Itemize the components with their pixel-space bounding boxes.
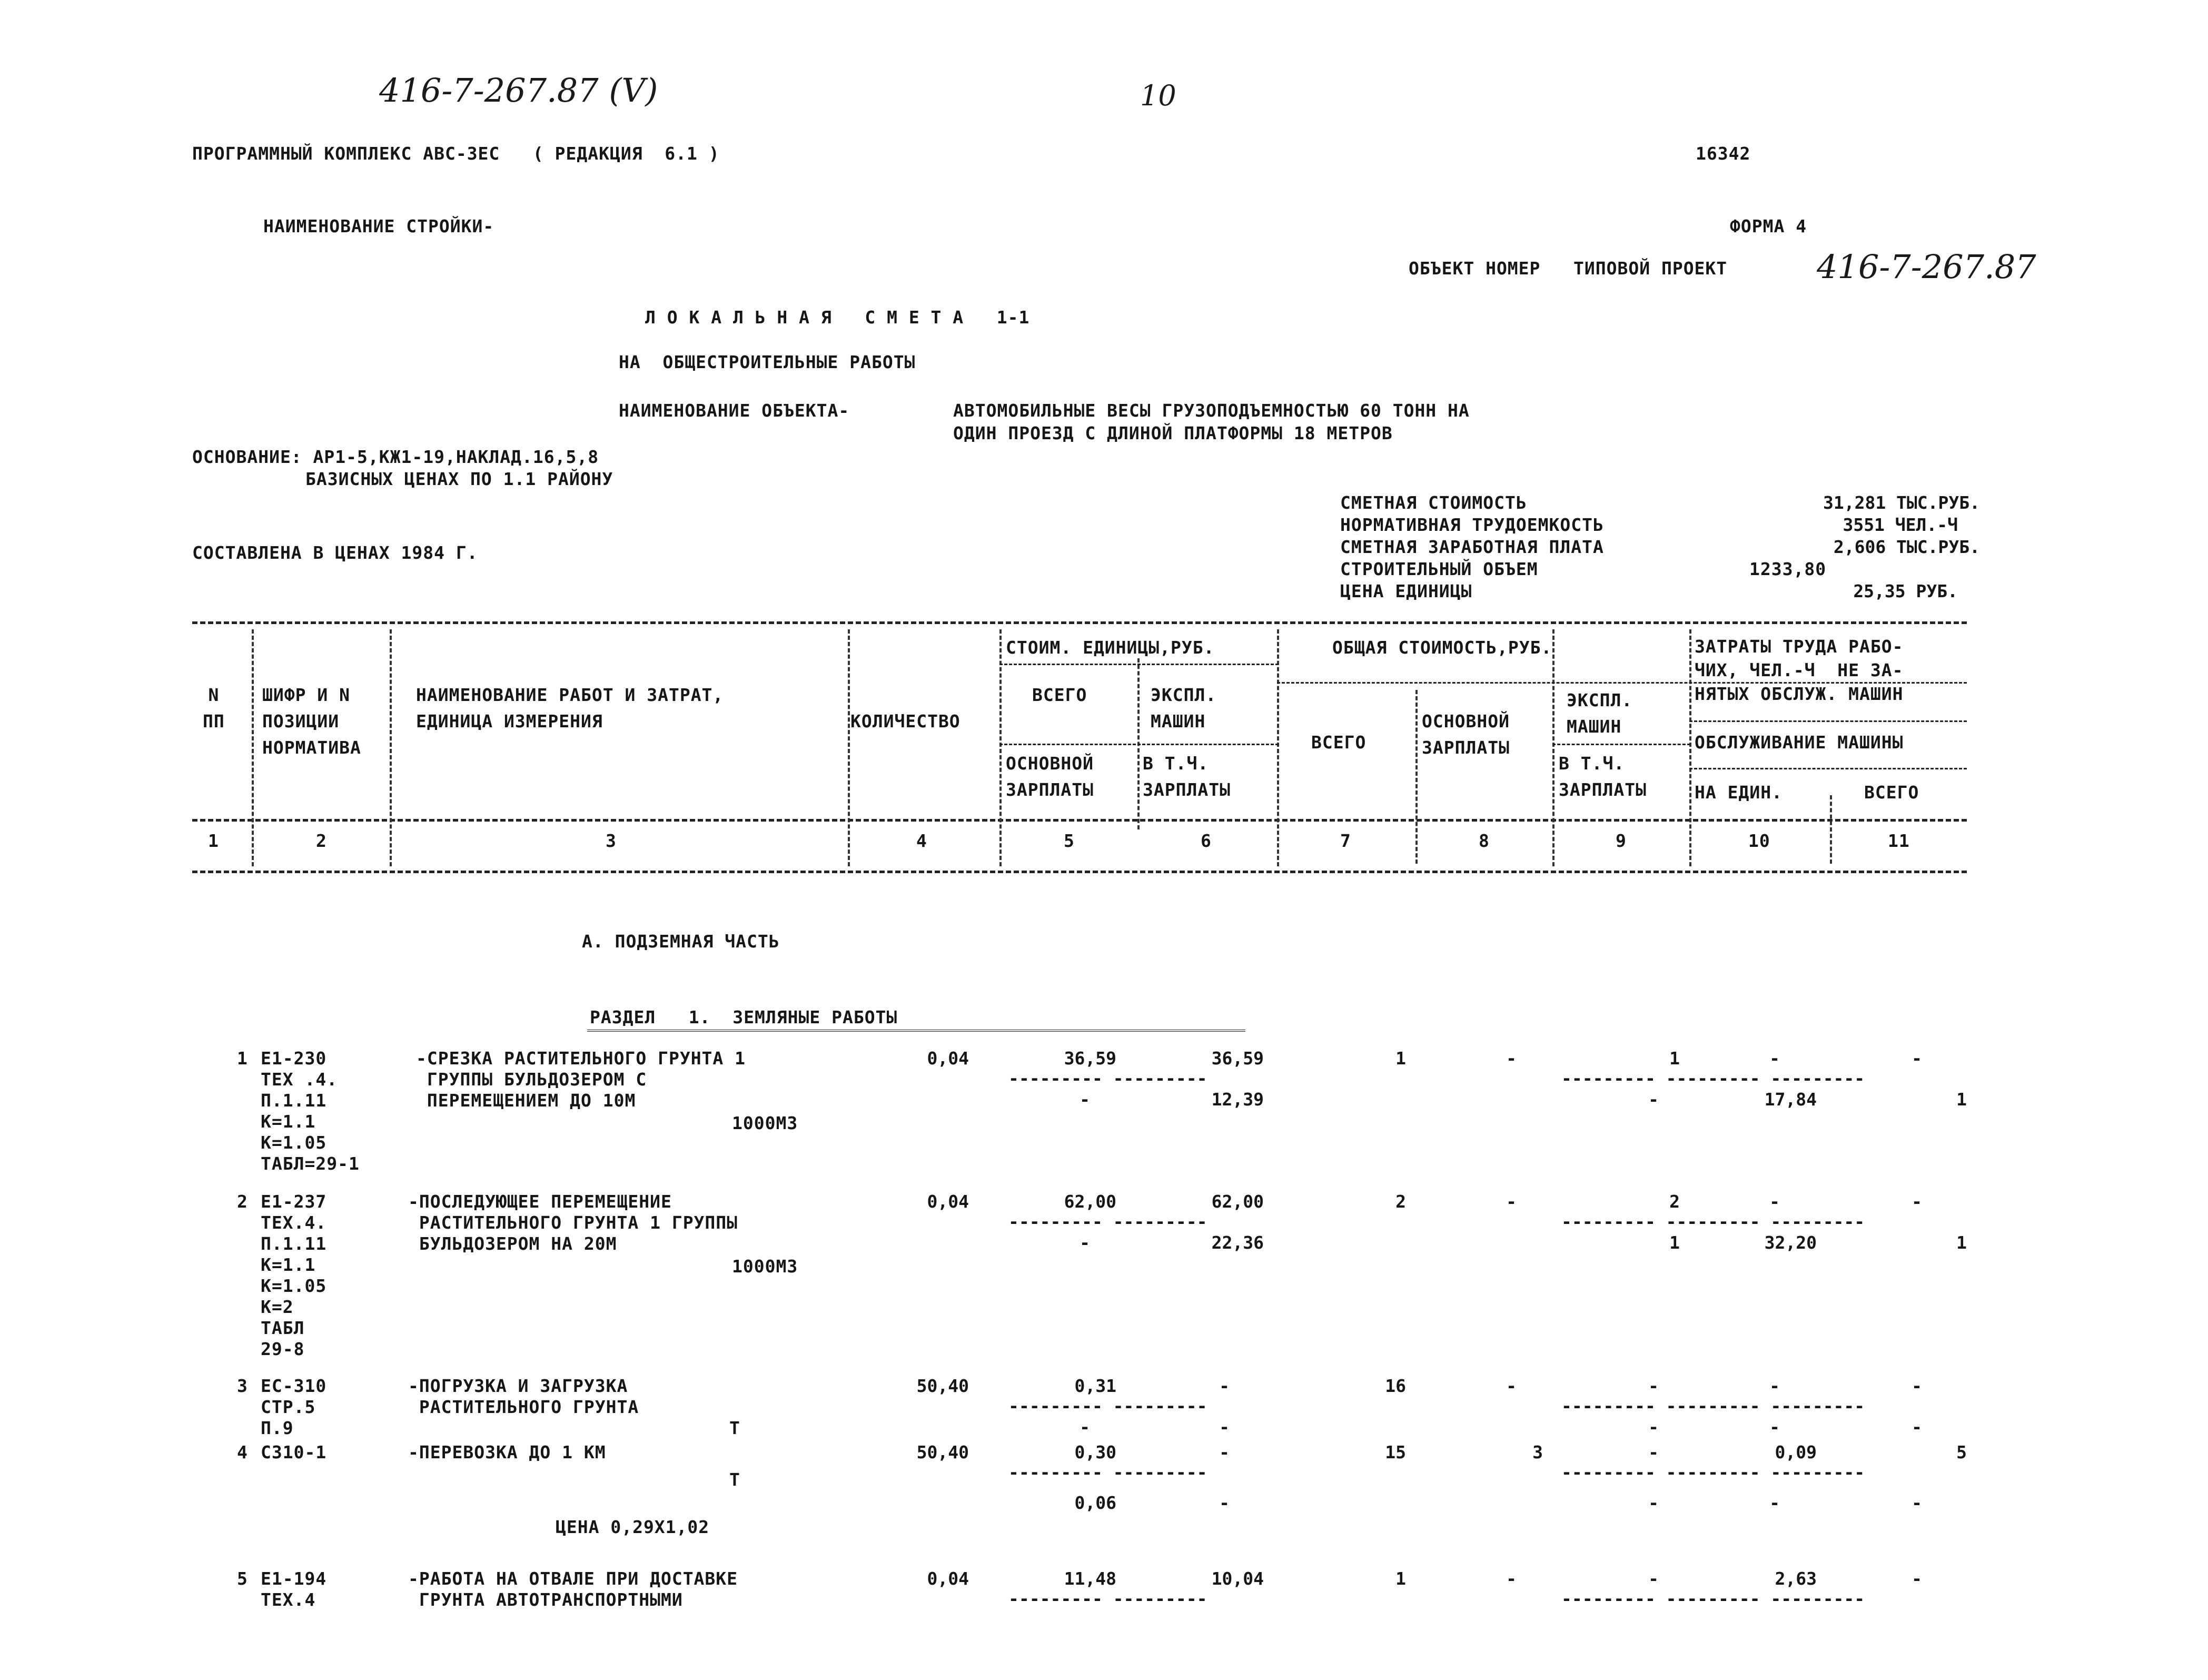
col-number-1: 1 [208,831,219,851]
header-unit-incl: В Т.Ч. ЗАРПЛАТЫ [1143,753,1231,800]
row-unit-wage: - [1080,1417,1090,1437]
summary-label-1: СМЕТНАЯ СТОИМОСТЬ [1340,492,1527,513]
row-qty: 50,40 [916,1442,969,1462]
row-unit-total: 62,00 [1064,1191,1116,1212]
unit-mid-rule [999,744,1279,745]
row-total: 16 [1385,1376,1406,1396]
row-labor-unit: - [1769,1048,1780,1069]
estimate-subtitle: НА ОБЩЕСТРОИТЕЛЬНЫЕ РАБОТЫ [619,352,916,372]
row-unit-total: 11,48 [1064,1568,1116,1589]
table-header-bottom-rule [192,819,1967,822]
unit-group-rule [999,664,1279,665]
row-unit-total: 36,59 [1064,1048,1116,1069]
header-unit-mach: ЭКСПЛ. МАШИН [1151,685,1217,732]
row-unit-mach: 36,59 [1211,1048,1264,1069]
summary-label-4: СТРОИТЕЛЬНЫЙ ОБЪЕМ [1340,559,1538,579]
col-number-7: 7 [1340,831,1351,851]
row-total-mach-wage: - [1648,1493,1659,1513]
row-unit-wage: - [1080,1089,1090,1110]
row-unit-mach: 10,04 [1211,1568,1264,1589]
row-unit-sep: --------- --------- [1008,1588,1207,1609]
row-name: -ПОСЛЕДУЮЩЕЕ ПЕРЕМЕЩЕНИЕ РАСТИТЕЛЬНОГО ГРУНТА 1 ГРУППЫ БУЛЬДОЗЕРОМ НА 20М [408,1191,738,1254]
row-total-mach: - [1648,1376,1659,1396]
header-total-incl: В Т.Ч. ЗАРПЛАТЫ [1559,753,1647,800]
col-number-6: 6 [1201,831,1212,851]
row-labor-total: - [1912,1048,1922,1069]
summary-value-5: 25,35 РУБ. [1853,581,1958,601]
row-labor-unit: - [1769,1376,1780,1396]
row-total-mach: - [1648,1442,1659,1462]
row-total: 1 [1395,1048,1406,1069]
row-total-wage: 3 [1532,1442,1543,1462]
row-unit-mach-wage: 22,36 [1211,1232,1264,1253]
row-total-mach-wage: 1 [1669,1232,1680,1253]
row-unit: 1000М3 [732,1256,798,1277]
construction-name-label: НАИМЕНОВАНИЕ СТРОЙКИ- [263,216,494,236]
basis-line2: БАЗИСНЫХ ЦЕНАХ ПО 1.1 РАЙОНУ [305,469,613,489]
row-labor-total: - [1912,1568,1922,1589]
row-number: 2 [237,1191,248,1212]
summary-value-4: 1233,80 [1749,559,1827,579]
row-unit-sep: --------- --------- [1008,1396,1207,1416]
compiled-prices: СОСТАВЛЕНА В ЦЕНАХ 1984 Г. [192,542,478,563]
row-number: 5 [237,1568,248,1589]
row-labor-mach-unit: - [1769,1417,1780,1437]
row-labor-mach-total: - [1912,1493,1922,1513]
handwritten-project-code: 416-7-267.87 [1817,248,2036,286]
col-divider [848,629,850,866]
row-total-mach: - [1648,1568,1659,1589]
row-labor-mach-total: 1 [1956,1232,1967,1253]
row-unit-total: 0,30 [1074,1442,1116,1462]
col-number-4: 4 [916,831,927,851]
row-number: 4 [237,1442,248,1462]
summary-value-2: 3551 ЧЕЛ.-Ч [1843,515,1958,535]
row-total-mach: 2 [1669,1191,1680,1212]
row-name: -РАБОТА НА ОТВАЛЕ ПРИ ДОСТАВКЕ ГРУНТА АВТОТРАНСПОРТНЫМИ [408,1568,738,1610]
row-total-mach-wage: - [1648,1089,1659,1110]
header-unit-wage: ОСНОВНОЙ ЗАРПЛАТЫ [1006,753,1094,800]
handwritten-doc-code: 416-7-267.87 (V) [379,71,658,110]
part-title: А. ПОДЗЕМНАЯ ЧАСТЬ [582,931,780,952]
header-qty: КОЛИЧЕСТВО [850,711,961,732]
object-name-line2: ОДИН ПРОЕЗД С ДЛИНОЙ ПЛАТФОРМЫ 18 МЕТРОВ [953,423,1393,443]
labor-rule-1 [1689,720,1967,722]
row-labor-mach-total: - [1912,1417,1922,1437]
row-code: С310-1 [261,1442,327,1462]
header-total-group: ОБЩАЯ СТОИМОСТЬ,РУБ. [1332,637,1552,658]
row-code: Е1-194 ТЕХ.4 [261,1568,327,1610]
row-total-wage: - [1506,1568,1517,1589]
row-labor-mach-total: 1 [1956,1089,1967,1110]
row-qty: 0,04 [927,1568,969,1589]
row-code: Е1-230 ТЕХ .4. П.1.11 К=1.1 К=1.05 ТАБЛ=29-1 [261,1048,360,1174]
summary-value-3: 2,606 ТЫС.РУБ. [1833,537,1980,557]
header-total-wage: ОСНОВНОЙ ЗАРПЛАТЫ [1422,711,1510,758]
header-labor-per-unit: НА ЕДИН. [1695,782,1783,803]
summary-label-5: ЦЕНА ЕДИНИЦЫ [1340,581,1472,601]
row-qty: 0,04 [927,1191,969,1212]
col-divider [1415,690,1418,864]
col-divider [1689,629,1691,866]
row-total-sep: --------- --------- --------- [1561,1068,1865,1089]
row-number: 1 [237,1048,248,1069]
row-unit-mach-wage: - [1219,1493,1230,1513]
col-number-3: 3 [606,831,617,851]
price-note: ЦЕНА 0,29Х1,02 [556,1517,710,1537]
row-unit-mach: - [1219,1442,1230,1462]
row-code: Е1-237 ТЕХ.4. П.1.11 К=1.1 К=1.05 К=2 ТАБЛ 29-8 [261,1191,327,1359]
row-total-sep: --------- --------- --------- [1561,1462,1865,1483]
row-unit-sep: --------- --------- [1008,1462,1207,1483]
row-unit-wage: 0,06 [1074,1493,1116,1513]
row-labor-total: - [1912,1191,1922,1212]
row-total-sep: --------- --------- --------- [1561,1396,1865,1416]
row-name: -СРЕЗКА РАСТИТЕЛЬНОГО ГРУНТА 1 ГРУППЫ БУЛЬДОЗЕРОМ С ПЕРЕМЕЩЕНИЕМ ДО 10М [416,1048,746,1111]
row-labor-mach-unit: - [1769,1493,1780,1513]
header-labor-group: ЗАТРАТЫ ТРУДА РАБО- ЧИХ, ЧЕЛ.-Ч НЕ ЗА- НЯТЫХ ОБСЛУЖ. МАШИН [1695,636,1904,704]
col-divider [1830,795,1832,864]
col-divider [390,629,392,866]
section-title: РАЗДЕЛ 1. ЗЕМЛЯНЫЕ РАБОТЫ [590,1007,898,1027]
row-labor-mach-unit: 32,20 [1764,1232,1817,1253]
col-number-8: 8 [1479,831,1490,851]
row-total: 2 [1395,1191,1406,1212]
software-line: ПРОГРАММНЫЙ КОМПЛЕКС АВС-3ЕС ( РЕДАКЦИЯ 6.1 ) [192,143,720,164]
row-unit: Т [729,1469,740,1490]
row-labor-total: - [1912,1376,1922,1396]
row-unit-sep: --------- --------- [1008,1211,1207,1232]
header-labor-sub: ОБСЛУЖИВАНИЕ МАШИНЫ [1695,732,1904,753]
object-label: НАИМЕНОВАНИЕ ОБЪЕКТА- [619,400,850,421]
row-unit-sep: --------- --------- [1008,1068,1207,1089]
row-unit-wage: - [1080,1232,1090,1253]
row-number: 3 [237,1376,248,1396]
header-unit-total: ВСЕГО [1032,685,1087,705]
section-underline [587,1030,1245,1032]
summary-label-3: СМЕТНАЯ ЗАРАБОТНАЯ ПЛАТА [1340,537,1604,557]
header-code: ШИФР И N ПОЗИЦИИ НОРМАТИВА [262,685,361,758]
col-number-11: 11 [1888,831,1910,851]
row-code: ЕС-310 СТР.5 П.9 [261,1376,327,1438]
header-total: ВСЕГО [1311,732,1367,753]
labor-rule-2 [1689,768,1967,769]
summary-value-1: 31,281 ТЫС.РУБ. [1823,492,1980,513]
row-labor-total: 5 [1956,1442,1967,1462]
row-unit: Т [729,1418,740,1438]
col-number-9: 9 [1616,831,1627,851]
row-labor-mach-unit: 17,84 [1764,1089,1817,1110]
row-total-wage: - [1506,1191,1517,1212]
total-mid-rule [1552,744,1690,745]
col-number-10: 10 [1748,831,1770,851]
header-labor-total: ВСЕГО [1864,782,1919,803]
row-unit: 1000М3 [732,1113,798,1133]
basis-line1: ОСНОВАНИЕ: АР1-5,КЖ1-19,НАКЛАД.16,5,8 [192,447,599,467]
row-unit-mach: 62,00 [1211,1191,1264,1212]
handwritten-page-number: 10 [1140,79,1176,112]
estimate-title: Л О К А Л Ь Н А Я С М Е Т А 1-1 [645,307,1030,328]
row-name: -ПОГРУЗКА И ЗАГРУЗКА РАСТИТЕЛЬНОГО ГРУНТА [408,1376,639,1417]
row-total-sep: --------- --------- --------- [1561,1588,1865,1609]
document-number: 16342 [1696,143,1751,164]
row-total: 1 [1395,1568,1406,1589]
row-unit-mach-wage: - [1219,1417,1230,1437]
row-name: -ПЕРЕВОЗКА ДО 1 КМ [408,1442,606,1462]
col-number-2: 2 [316,831,327,851]
header-unit-group: СТОИМ. ЕДИНИЦЫ,РУБ. [1006,637,1215,658]
row-unit-mach: - [1219,1376,1230,1396]
object-number-label: ОБЪЕКТ НОМЕР ТИПОВОЙ ПРОЕКТ [1409,258,1728,279]
col-divider [1552,629,1554,866]
row-labor-unit: - [1769,1191,1780,1212]
col-divider [252,629,254,866]
row-labor-unit: 0,09 [1775,1442,1817,1462]
header-n: N ПП [203,685,225,732]
row-total: 15 [1385,1442,1406,1462]
col-number-5: 5 [1064,831,1075,851]
column-numbers-bottom-rule [192,871,1967,873]
header-name: НАИМЕНОВАНИЕ РАБОТ И ЗАТРАТ, ЕДИНИЦА ИЗМЕРЕНИЯ [416,685,724,732]
row-total-mach-wage: - [1648,1417,1659,1437]
row-unit-mach-wage: 12,39 [1211,1089,1264,1110]
header-total-mach: ЭКСПЛ. МАШИН [1567,690,1633,737]
form-label: ФОРМА 4 [1730,216,1807,236]
row-unit-total: 0,31 [1074,1376,1116,1396]
row-total-wage: - [1506,1048,1517,1069]
row-qty: 0,04 [927,1048,969,1069]
table-top-rule [192,621,1967,624]
row-total-sep: --------- --------- --------- [1561,1211,1865,1232]
row-total-mach: 1 [1669,1048,1680,1069]
row-total-wage: - [1506,1376,1517,1396]
summary-label-2: НОРМАТИВНАЯ ТРУДОЕМКОСТЬ [1340,515,1604,535]
row-qty: 50,40 [916,1376,969,1396]
row-labor-unit: 2,63 [1775,1568,1817,1589]
object-name-line1: АВТОМОБИЛЬНЫЕ ВЕСЫ ГРУЗОПОДЪЕМНОСТЬЮ 60 ТОНН НА [953,400,1470,421]
